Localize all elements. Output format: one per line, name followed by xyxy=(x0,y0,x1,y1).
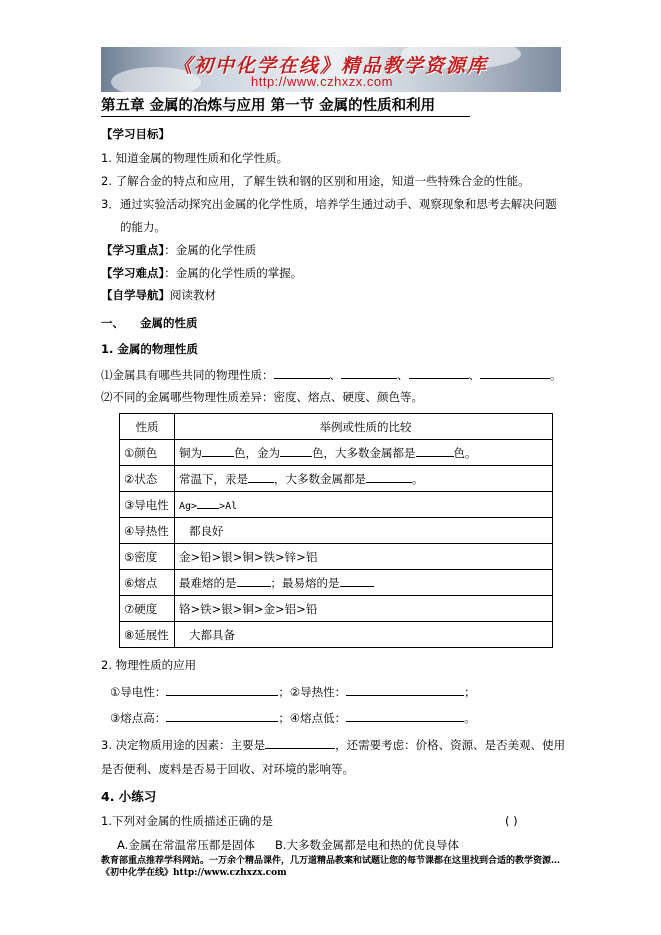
table-header-cell: 举例或性质的比较 xyxy=(175,414,553,440)
property-cell: ④导热性 xyxy=(120,518,175,544)
key-point-line xyxy=(101,243,256,258)
question-property-differences: ⑵不同的金属哪些物理性质差异：密度、熔点、硬度、颜色等。 xyxy=(101,390,423,404)
self-study-text: 阅读教材 xyxy=(170,288,216,302)
application-label: ③熔点高： xyxy=(110,711,167,725)
objective-item: 1. 知道金属的物理性质和化学性质。 xyxy=(101,151,289,165)
property-cell: ⑦硬度 xyxy=(120,596,175,622)
subsection-1-title: 1. 金属的物理性质 xyxy=(101,342,198,356)
application-label: ；④熔点低： xyxy=(278,711,347,725)
objective-item: 3．通过实验活动探究出金属的化学性质，培养学生通过动手、观察现象和思考去解决问题 xyxy=(101,197,557,211)
difficult-point-label: 【学习难点】 xyxy=(101,266,165,280)
application-label: ；②导热性： xyxy=(278,685,347,699)
applications-line-2 xyxy=(110,710,476,726)
answer-blank[interactable] xyxy=(409,367,469,379)
separator: 、 xyxy=(397,368,409,382)
factors-text: ，还需要考虑：价格、资源、是否美观、使用 xyxy=(335,738,566,752)
comparison-cell: 都良好 xyxy=(175,518,553,544)
property-cell: ②状态 xyxy=(120,466,175,492)
banner-url[interactable]: http://www.czhxzx.com xyxy=(251,74,393,89)
table-row xyxy=(120,596,553,622)
property-cell: ③导电性 xyxy=(120,492,175,518)
answer-blank[interactable] xyxy=(346,710,464,722)
section-one-number: 一、 xyxy=(101,316,124,330)
table-row xyxy=(120,466,553,492)
objective-item: 的能力。 xyxy=(120,220,166,234)
answer-blank[interactable] xyxy=(346,684,464,696)
table-row xyxy=(120,544,553,570)
answer-blank[interactable] xyxy=(416,445,454,457)
property-cell: ⑤密度 xyxy=(120,544,175,570)
answer-blank[interactable] xyxy=(480,367,550,379)
difficult-point-line xyxy=(101,266,302,281)
application-label: ①导电性： xyxy=(110,685,167,699)
cell-text: 铜为 xyxy=(179,445,202,460)
answer-blank[interactable] xyxy=(340,575,374,587)
chapter-title: 第五章 金属的冶炼与应用 第一节 金属的性质和利用 xyxy=(101,97,470,117)
answer-blank[interactable] xyxy=(341,367,397,379)
table-header-cell: 性质 xyxy=(120,414,175,440)
objectives-heading: 【学习目标】 xyxy=(101,127,170,141)
cell-text: 色，金为 xyxy=(234,445,280,460)
cell-text: ，大多数金属都是 xyxy=(274,471,366,486)
factors-text: 3. 决定物质用途的因素：主要是 xyxy=(101,738,266,752)
objective-item: 2. 了解合金的特点和应用，了解生铁和钢的区别和用途，知道一些特殊合金的性能。 xyxy=(101,174,530,188)
difficult-point-text: ：金属的化学性质的掌握。 xyxy=(164,266,303,280)
practice-question-1: 1.下列对金属的性质描述正确的是 xyxy=(101,814,273,828)
answer-blank[interactable] xyxy=(237,575,271,587)
self-study-label: 【自学导航】 xyxy=(101,288,170,302)
comparison-cell xyxy=(175,570,553,596)
applications-line-1 xyxy=(110,684,476,700)
comparison-cell xyxy=(175,440,553,466)
section-one-title: 金属的性质 xyxy=(140,316,198,330)
separator: 、 xyxy=(468,368,480,382)
period: 。 xyxy=(464,711,476,725)
answer-blank[interactable] xyxy=(280,445,312,457)
table-row xyxy=(120,440,553,466)
answer-blank[interactable] xyxy=(265,737,335,749)
table-row xyxy=(120,518,553,544)
cell-text: ；最易熔的是 xyxy=(270,575,340,590)
option-b[interactable]: B.大多数金属都是电和热的优良导体 xyxy=(275,838,460,852)
separator: ； xyxy=(464,685,476,699)
property-cell: ⑥熔点 xyxy=(120,570,175,596)
answer-blank[interactable] xyxy=(366,471,412,483)
table-row xyxy=(120,492,553,518)
applications-title: 2. 物理性质的应用 xyxy=(101,658,197,672)
self-study-line xyxy=(101,288,216,303)
page-footer: 教育部重点推荐学科网站。一万余个精品课件，几万道精品教案和试题让您的每节课都在这里找到合适的教学资源…《初中化学在线》http://www.czhxzx.com xyxy=(101,856,561,878)
table-row xyxy=(120,622,553,648)
key-point-text: ：金属的化学性质 xyxy=(164,243,257,257)
key-point-label: 【学习重点】 xyxy=(101,243,165,257)
table-header-row xyxy=(120,414,553,440)
practice-title: 4. 小练习 xyxy=(101,789,157,804)
properties-table xyxy=(119,413,553,648)
comparison-cell xyxy=(175,466,553,492)
factors-line-2: 是否便利、废料是否易于回收、对环境的影响等。 xyxy=(101,762,354,776)
answer-blank[interactable] xyxy=(248,471,274,483)
answer-blank[interactable] xyxy=(166,710,278,722)
separator: 、 xyxy=(329,368,341,382)
period: 。 xyxy=(550,368,562,382)
answer-blank[interactable] xyxy=(166,684,278,696)
cell-text: 最难熔的是 xyxy=(179,575,237,590)
cell-text: Ag> xyxy=(179,501,198,512)
answer-blank[interactable] xyxy=(197,497,219,509)
comparison-cell xyxy=(175,492,553,518)
header-banner xyxy=(101,47,561,92)
answer-blank[interactable] xyxy=(202,445,234,457)
cell-text: 色，大多数金属都是 xyxy=(312,445,416,460)
comparison-cell: 金>铅>银>铜>铁>锌>铝 xyxy=(175,544,553,570)
answer-parentheses[interactable]: ( ) xyxy=(505,814,518,828)
comparison-cell: 铬>铁>银>铜>金>铝>铅 xyxy=(175,596,553,622)
cell-text: >Al xyxy=(219,501,238,512)
q1-prefix: ⑴金属具有哪些共同的物理性质： xyxy=(101,368,274,382)
table-row xyxy=(120,570,553,596)
cell-text: 色。 xyxy=(453,445,477,460)
property-cell: ⑧延展性 xyxy=(120,622,175,648)
cell-text: 常温下，汞是 xyxy=(179,471,248,486)
answer-blank[interactable] xyxy=(274,367,330,379)
cell-text: 。 xyxy=(412,471,424,486)
option-a[interactable]: A.金属在常温常压都是固体 xyxy=(117,838,255,852)
banner-title: 《初中化学在线》精品教学资源库 xyxy=(173,55,489,77)
question-common-properties xyxy=(101,367,562,383)
factors-line-1 xyxy=(101,737,565,753)
property-cell: ①颜色 xyxy=(120,440,175,466)
comparison-cell: 大都具备 xyxy=(175,622,553,648)
